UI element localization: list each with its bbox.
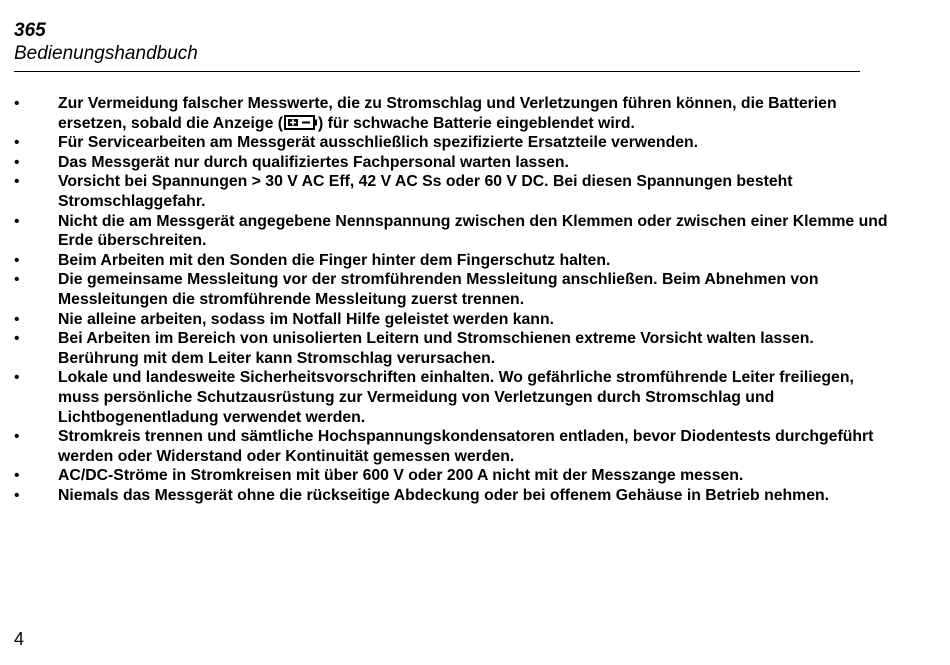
bullet: •: [14, 486, 20, 504]
list-item: [14, 133, 894, 153]
list-item: [14, 427, 894, 466]
list-item-text: Vorsicht bei Spannungen > 30 V AC Eff, 42 V AC Ss oder 60 V DC. Bei diesen Spannungen besteht Stromschlaggefahr.: [58, 173, 793, 210]
list-item-text: Die gemeinsame Messleitung vor der stromführenden Messleitung anschließen. Beim Abnehmen von Messleitungen die stromführende Messleitung zuerst trennen.: [58, 271, 819, 308]
list-item-text: Nie alleine arbeiten, sodass im Notfall Hilfe geleistet werden kann.: [58, 310, 554, 328]
bullet: •: [14, 271, 20, 289]
bullet: •: [14, 369, 20, 387]
list-item-text: Beim Arbeiten mit den Sonden die Finger hinter dem Fingerschutz halten.: [58, 251, 611, 269]
list-item: [14, 153, 894, 173]
list-item-text: Für Servicearbeiten am Messgerät ausschließlich spezifizierte Ersatzteile verwenden.: [58, 134, 699, 152]
bullet: •: [14, 212, 20, 230]
list-item-text: Stromkreis trennen und sämtliche Hochspannungskondensatoren entladen, bevor Diodentests durchgeführt werden oder Widerstand oder Kontinuität gemessen werden.: [58, 428, 874, 465]
bullet: •: [14, 330, 20, 348]
list-item: [14, 172, 894, 211]
list-item: [14, 270, 894, 309]
list-item: [14, 486, 894, 506]
document-number: 365: [14, 20, 46, 41]
list-item-text: Nicht die am Messgerät angegebene Nennspannung zwischen den Klemmen oder zwischen einer Klemme und Erde überschreiten.: [58, 212, 888, 250]
bullet: •: [14, 428, 20, 446]
list-item: [14, 251, 894, 271]
bullet: •: [14, 310, 20, 328]
bullet: •: [14, 467, 20, 485]
page-header: [14, 20, 860, 65]
bullet: •: [14, 153, 20, 171]
document-title: Bedienungshandbuch: [14, 43, 198, 64]
list-item-text: Lokale und landesweite Sicherheitsvorschriften einhalten. Wo gefährliche stromführende Leiter freiliegen, muss persönliche Schutzausrüstung zur Vermeidung von Verletzungen durch Stromschlag und Lichtbogenentladung verwendet werden.: [58, 369, 854, 426]
battery-low-icon: [284, 115, 317, 130]
list-item: [14, 94, 894, 133]
list-item-text: AC/DC-Ströme in Stromkreisen mit über 600 V oder 200 A nicht mit der Messzange messen.: [58, 467, 744, 485]
bullet: •: [14, 251, 20, 269]
bullet: •: [14, 173, 20, 191]
list-item-text-before-icon: Zur Vermeidung falscher Messwerte, die zu Stromschlag und Verletzungen führen können, die Batterien ersetzen, sobald die Anzeige (: [58, 95, 837, 132]
list-item: [14, 329, 894, 368]
header-divider: [14, 71, 860, 72]
list-item-text: Bei Arbeiten im Bereich von unisolierten Leitern und Stromschienen extreme Vorsicht walten lassen. Berührung mit dem Leiter kann Stromschlag verursachen.: [58, 330, 814, 367]
list-item: [14, 310, 894, 330]
page-number: 4: [14, 629, 25, 649]
list-item-text-after-icon: ) für schwache Batterie eingeblendet wird.: [318, 114, 635, 132]
list-item: [14, 466, 894, 486]
bullet: •: [14, 134, 20, 152]
list-item: [14, 212, 894, 251]
list-item-text: Niemals das Messgerät ohne die rückseitige Abdeckung oder bei offenem Gehäuse in Betrieb nehmen.: [58, 486, 830, 504]
safety-warning-list: [14, 94, 894, 505]
list-item-text: Das Messgerät nur durch qualifiziertes Fachpersonal warten lassen.: [58, 153, 569, 171]
bullet: •: [14, 95, 20, 112]
list-item: [14, 368, 894, 427]
